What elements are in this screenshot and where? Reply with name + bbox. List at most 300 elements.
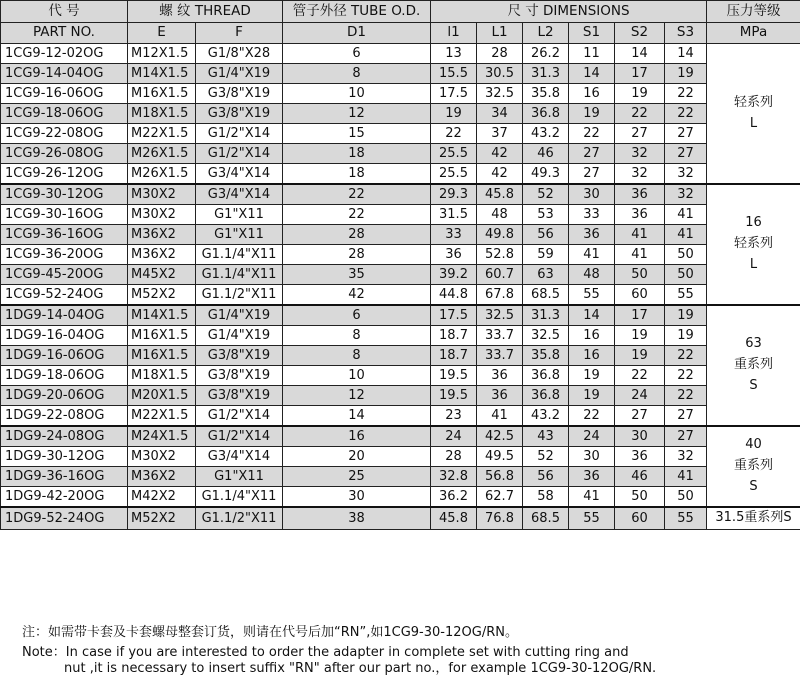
table-row [1,426,800,447]
cell-dim-S2: 50 [615,487,665,508]
cell-tube-d1: 18 [283,164,431,185]
cell-thread-f: G1.1/4"X11 [196,245,283,265]
cell-dim-L2: 31.3 [523,305,569,326]
cell-dim-S1: 22 [569,124,615,144]
cell-dim-L1: 52.8 [477,245,523,265]
cell-dim-L2: 35.8 [523,346,569,366]
cell-dim-l1: 25.5 [431,164,477,185]
cell-thread-e: M26X1.5 [128,164,196,185]
header-dim-l1: l1 [431,23,477,44]
cell-dim-L1: 33.7 [477,326,523,346]
header-dim-S1: S1 [569,23,615,44]
cell-dim-l1: 28 [431,447,477,467]
cell-dim-L2: 36.8 [523,104,569,124]
cell-dim-S3: 22 [665,104,707,124]
cell-dim-S2: 32 [615,164,665,185]
cell-tube-d1: 28 [283,245,431,265]
cell-dim-L2: 59 [523,245,569,265]
cell-thread-e: M36X2 [128,225,196,245]
cell-dim-S1: 14 [569,305,615,326]
cell-part-no: 1CG9-36-20OG [1,245,128,265]
cell-part-no: 1CG9-30-16OG [1,205,128,225]
cell-thread-e: M14X1.5 [128,305,196,326]
cell-dim-S3: 55 [665,507,707,529]
cell-dim-l1: 31.5 [431,205,477,225]
cell-thread-e: M22X1.5 [128,124,196,144]
pressure-rating-line: 重系列 [733,458,773,474]
cell-dim-S3: 27 [665,124,707,144]
cell-thread-e: M24X1.5 [128,426,196,447]
cell-dim-S3: 22 [665,386,707,406]
cell-dim-l1: 36 [431,245,477,265]
cell-dim-S2: 19 [615,346,665,366]
cell-thread-e: M30X2 [128,205,196,225]
cell-dim-l1: 32.8 [431,467,477,487]
cell-dim-S1: 30 [569,184,615,205]
note-en-line2: nut ,it is necessary to insert suffix "RN" after our part no.，for example 1CG9-30-12OG/RN. [64,661,657,676]
cell-part-no: 1CG9-30-12OG [1,184,128,205]
pressure-rating-cell [707,184,800,305]
cell-dim-L2: 68.5 [523,507,569,529]
cell-dim-l1: 17.5 [431,84,477,104]
pressure-rating-line: L [749,115,758,131]
table-row [1,104,800,124]
cell-dim-S1: 41 [569,245,615,265]
cell-dim-S1: 36 [569,467,615,487]
table-row [1,467,800,487]
cell-dim-L1: 45.8 [477,184,523,205]
cell-dim-L2: 43.2 [523,406,569,427]
cell-dim-L2: 56 [523,467,569,487]
table-row [1,265,800,285]
cell-tube-d1: 15 [283,124,431,144]
cell-thread-e: M16X1.5 [128,346,196,366]
cell-thread-e: M36X2 [128,245,196,265]
table-row [1,406,800,427]
cell-dim-L2: 68.5 [523,285,569,306]
table-row [1,285,800,306]
cell-dim-L2: 32.5 [523,326,569,346]
cell-part-no: 1CG9-18-06OG [1,104,128,124]
pressure-rating-line: 31.5重系列S [715,510,792,525]
cell-part-no: 1CG9-16-06OG [1,84,128,104]
cell-dim-l1: 44.8 [431,285,477,306]
cell-dim-S3: 22 [665,84,707,104]
cell-thread-f: G1"X11 [196,205,283,225]
cell-dim-S3: 41 [665,205,707,225]
cell-tube-d1: 8 [283,346,431,366]
cell-dim-L1: 41 [477,406,523,427]
header-tube: 管子外径 TUBE O.D. [283,1,431,23]
cell-dim-L2: 63 [523,265,569,285]
note-en-line1: Note：In case if you are interested to order the adapter in complete set with cutting ring and [22,645,629,660]
cell-dim-L1: 62.7 [477,487,523,508]
cell-dim-S3: 32 [665,184,707,205]
pressure-rating-line: S [749,478,758,494]
cell-thread-f: G3/8"X19 [196,386,283,406]
cell-dim-S3: 32 [665,164,707,185]
cell-part-no: 1DG9-52-24OG [1,507,128,529]
cell-part-no: 1DG9-36-16OG [1,467,128,487]
cell-dim-L2: 56 [523,225,569,245]
cell-dim-L1: 33.7 [477,346,523,366]
table-row [1,326,800,346]
cell-thread-f: G1"X11 [196,467,283,487]
table-row [1,124,800,144]
cell-dim-L1: 42 [477,144,523,164]
pressure-rating-line: S [749,377,758,393]
cell-thread-e: M30X2 [128,447,196,467]
cell-dim-S3: 27 [665,406,707,427]
table-row [1,507,800,529]
cell-tube-d1: 35 [283,265,431,285]
cell-thread-f: G3/8"X19 [196,366,283,386]
cell-thread-e: M52X2 [128,507,196,529]
cell-thread-e: M36X2 [128,467,196,487]
cell-dim-l1: 33 [431,225,477,245]
pressure-rating-line: 轻系列 [733,94,773,110]
cell-dim-L1: 36 [477,366,523,386]
cell-dim-l1: 17.5 [431,305,477,326]
cell-thread-f: G1/8"X28 [196,44,283,64]
cell-dim-S3: 14 [665,44,707,64]
cell-thread-e: M18X1.5 [128,366,196,386]
pressure-rating-line: L [749,256,758,272]
cell-part-no: 1CG9-26-08OG [1,144,128,164]
pressure-rating-line: 40 [745,437,762,453]
pressure-rating-line: 63 [745,336,762,352]
table-row [1,447,800,467]
table-row [1,305,800,326]
cell-dim-S2: 41 [615,245,665,265]
cell-dim-S2: 50 [615,265,665,285]
cell-part-no: 1CG9-52-24OG [1,285,128,306]
cell-thread-e: M20X1.5 [128,386,196,406]
cell-dim-S2: 19 [615,326,665,346]
cell-dim-L1: 76.8 [477,507,523,529]
cell-dim-S1: 55 [569,507,615,529]
table-row [1,346,800,366]
table-row [1,44,800,64]
cell-dim-S2: 17 [615,305,665,326]
cell-dim-S1: 36 [569,225,615,245]
cell-thread-f: G3/8"X19 [196,104,283,124]
cell-dim-L1: 32.5 [477,305,523,326]
cell-dim-l1: 18.7 [431,346,477,366]
cell-tube-d1: 20 [283,447,431,467]
header-pressure: 压力等级 [707,1,800,23]
cell-thread-e: M30X2 [128,184,196,205]
cell-dim-S1: 30 [569,447,615,467]
cell-dim-S3: 19 [665,64,707,84]
cell-dim-S1: 27 [569,144,615,164]
cell-part-no: 1DG9-16-04OG [1,326,128,346]
cell-dim-L1: 42.5 [477,426,523,447]
cell-dim-S1: 11 [569,44,615,64]
cell-dim-L1: 49.8 [477,225,523,245]
cell-dim-S1: 55 [569,285,615,306]
cell-dim-S2: 36 [615,447,665,467]
cell-part-no: 1CG9-22-08OG [1,124,128,144]
table-row [1,164,800,185]
cell-dim-S1: 16 [569,326,615,346]
cell-dim-l1: 39.2 [431,265,477,285]
note-cn: 注：如需带卡套及卡套螺母整套订货，则请在代号后加“RN”,如1CG9-30-12OG/RN。 [22,625,518,640]
cell-dim-L2: 43.2 [523,124,569,144]
cell-dim-l1: 25.5 [431,144,477,164]
cell-dim-S2: 22 [615,104,665,124]
cell-part-no: 1DG9-24-08OG [1,426,128,447]
table-row [1,205,800,225]
cell-thread-e: M12X1.5 [128,44,196,64]
cell-dim-S1: 33 [569,205,615,225]
cell-thread-e: M16X1.5 [128,84,196,104]
cell-dim-L2: 52 [523,184,569,205]
cell-dim-l1: 29.3 [431,184,477,205]
cell-thread-f: G3/4"X14 [196,184,283,205]
header-dimensions: 尺 寸 DIMENSIONS [431,1,707,23]
cell-part-no: 1DG9-42-20OG [1,487,128,508]
cell-part-no: 1DG9-22-08OG [1,406,128,427]
table-row [1,245,800,265]
cell-part-no: 1DG9-20-06OG [1,386,128,406]
cell-thread-f: G1/4"X19 [196,64,283,84]
cell-dim-S1: 27 [569,164,615,185]
cell-thread-e: M42X2 [128,487,196,508]
cell-part-no: 1DG9-14-04OG [1,305,128,326]
cell-tube-d1: 18 [283,144,431,164]
cell-thread-f: G1"X11 [196,225,283,245]
cell-dim-L2: 49.3 [523,164,569,185]
cell-dim-L2: 26.2 [523,44,569,64]
cell-dim-S2: 27 [615,124,665,144]
header-thread-e: E [128,23,196,44]
cell-dim-S1: 19 [569,386,615,406]
table-row [1,64,800,84]
pressure-rating-cell [707,507,800,529]
cell-dim-L1: 49.5 [477,447,523,467]
header-tube-d1: D1 [283,23,431,44]
cell-dim-S3: 41 [665,467,707,487]
table-row [1,366,800,386]
cell-tube-d1: 22 [283,184,431,205]
cell-dim-S1: 41 [569,487,615,508]
cell-dim-S2: 14 [615,44,665,64]
cell-thread-e: M45X2 [128,265,196,285]
cell-part-no: 1CG9-14-04OG [1,64,128,84]
header-thread-f: F [196,23,283,44]
cell-dim-L1: 36 [477,386,523,406]
cell-thread-e: M52X2 [128,285,196,306]
cell-dim-l1: 19.5 [431,386,477,406]
cell-dim-S1: 19 [569,366,615,386]
cell-dim-S1: 19 [569,104,615,124]
pressure-rating-line: 16 [745,215,762,231]
cell-dim-S1: 24 [569,426,615,447]
cell-thread-f: G1.1/4"X11 [196,487,283,508]
cell-tube-d1: 10 [283,84,431,104]
cell-part-no: 1CG9-12-02OG [1,44,128,64]
cell-dim-L1: 28 [477,44,523,64]
table-row [1,487,800,508]
cell-dim-l1: 22 [431,124,477,144]
cell-dim-L2: 53 [523,205,569,225]
cell-dim-S2: 19 [615,84,665,104]
cell-tube-d1: 25 [283,467,431,487]
cell-tube-d1: 42 [283,285,431,306]
cell-part-no: 1DG9-16-06OG [1,346,128,366]
header-part-en: PART NO. [1,23,128,44]
cell-dim-S2: 36 [615,205,665,225]
cell-dim-L1: 48 [477,205,523,225]
cell-dim-l1: 13 [431,44,477,64]
cell-part-no: 1CG9-45-20OG [1,265,128,285]
cell-dim-S2: 30 [615,426,665,447]
cell-tube-d1: 8 [283,64,431,84]
cell-thread-f: G1/2"X14 [196,124,283,144]
pressure-rating-line: 重系列 [733,357,773,373]
spec-table-body [1,44,800,530]
header-dim-S3: S3 [665,23,707,44]
cell-thread-f: G1.1/2"X11 [196,285,283,306]
cell-dim-S1: 48 [569,265,615,285]
cell-dim-S3: 50 [665,487,707,508]
cell-dim-S2: 24 [615,386,665,406]
cell-tube-d1: 6 [283,44,431,64]
cell-dim-L2: 46 [523,144,569,164]
header-part-cn: 代 号 [1,1,128,23]
cell-dim-L2: 52 [523,447,569,467]
cell-dim-S2: 46 [615,467,665,487]
cell-dim-L1: 60.7 [477,265,523,285]
cell-dim-S3: 41 [665,225,707,245]
header-thread: 螺 纹 THREAD [128,1,283,23]
cell-dim-L1: 67.8 [477,285,523,306]
cell-dim-L2: 43 [523,426,569,447]
cell-thread-e: M18X1.5 [128,104,196,124]
cell-dim-l1: 36.2 [431,487,477,508]
table-row [1,84,800,104]
cell-dim-S1: 16 [569,346,615,366]
cell-dim-L2: 36.8 [523,366,569,386]
cell-dim-S2: 22 [615,366,665,386]
cell-dim-S1: 14 [569,64,615,84]
cell-thread-f: G3/8"X19 [196,346,283,366]
cell-dim-L2: 31.3 [523,64,569,84]
cell-tube-d1: 38 [283,507,431,529]
cell-dim-S3: 19 [665,305,707,326]
cell-tube-d1: 8 [283,326,431,346]
cell-tube-d1: 12 [283,386,431,406]
table-row [1,144,800,164]
cell-dim-l1: 23 [431,406,477,427]
cell-dim-S3: 19 [665,326,707,346]
table-row [1,386,800,406]
cell-thread-f: G3/4"X14 [196,447,283,467]
cell-tube-d1: 16 [283,426,431,447]
cell-dim-S1: 22 [569,406,615,427]
cell-tube-d1: 14 [283,406,431,427]
cell-dim-S2: 60 [615,507,665,529]
cell-tube-d1: 12 [283,104,431,124]
cell-dim-S3: 32 [665,447,707,467]
cell-dim-L1: 37 [477,124,523,144]
cell-dim-L1: 34 [477,104,523,124]
cell-dim-S3: 50 [665,265,707,285]
cell-part-no: 1CG9-36-16OG [1,225,128,245]
cell-thread-f: G1/2"X14 [196,406,283,427]
cell-thread-e: M14X1.5 [128,64,196,84]
cell-dim-S2: 32 [615,144,665,164]
cell-dim-S3: 27 [665,426,707,447]
cell-thread-f: G1.1/4"X11 [196,265,283,285]
cell-thread-f: G1/4"X19 [196,305,283,326]
cell-dim-L1: 30.5 [477,64,523,84]
cell-dim-S3: 22 [665,366,707,386]
cell-dim-L1: 42 [477,164,523,185]
cell-dim-S2: 36 [615,184,665,205]
table-row [1,225,800,245]
cell-dim-S3: 22 [665,346,707,366]
pressure-rating-cell [707,426,800,507]
cell-tube-d1: 10 [283,366,431,386]
cell-thread-e: M16X1.5 [128,326,196,346]
cell-dim-S2: 17 [615,64,665,84]
header-pressure-unit: MPa [707,23,800,44]
pressure-rating-cell [707,305,800,426]
cell-part-no: 1DG9-30-12OG [1,447,128,467]
cell-dim-S1: 16 [569,84,615,104]
cell-thread-f: G3/8"X19 [196,84,283,104]
cell-thread-f: G1.1/2"X11 [196,507,283,529]
cell-dim-L2: 36.8 [523,386,569,406]
cell-dim-L1: 32.5 [477,84,523,104]
cell-dim-l1: 18.7 [431,326,477,346]
cell-dim-l1: 19 [431,104,477,124]
cell-dim-S3: 55 [665,285,707,306]
cell-dim-S2: 27 [615,406,665,427]
cell-part-no: 1CG9-26-12OG [1,164,128,185]
table-row [1,184,800,205]
cell-tube-d1: 30 [283,487,431,508]
cell-thread-e: M26X1.5 [128,144,196,164]
pressure-rating-line: 轻系列 [733,236,773,252]
cell-tube-d1: 28 [283,225,431,245]
cell-thread-f: G3/4"X14 [196,164,283,185]
cell-dim-l1: 15.5 [431,64,477,84]
cell-dim-L1: 56.8 [477,467,523,487]
cell-dim-l1: 24 [431,426,477,447]
cell-tube-d1: 6 [283,305,431,326]
cell-dim-L2: 58 [523,487,569,508]
cell-thread-f: G1/2"X14 [196,144,283,164]
cell-dim-S2: 60 [615,285,665,306]
cell-thread-e: M22X1.5 [128,406,196,427]
cell-dim-l1: 45.8 [431,507,477,529]
cell-dim-S2: 41 [615,225,665,245]
header-dim-L1: L1 [477,23,523,44]
header-dim-S2: S2 [615,23,665,44]
cell-dim-L2: 35.8 [523,84,569,104]
header-dim-L2: L2 [523,23,569,44]
cell-dim-S3: 50 [665,245,707,265]
cell-thread-f: G1/2"X14 [196,426,283,447]
pressure-rating-cell [707,44,800,185]
cell-dim-l1: 19.5 [431,366,477,386]
cell-dim-S3: 27 [665,144,707,164]
cell-thread-f: G1/4"X19 [196,326,283,346]
cell-part-no: 1DG9-18-06OG [1,366,128,386]
